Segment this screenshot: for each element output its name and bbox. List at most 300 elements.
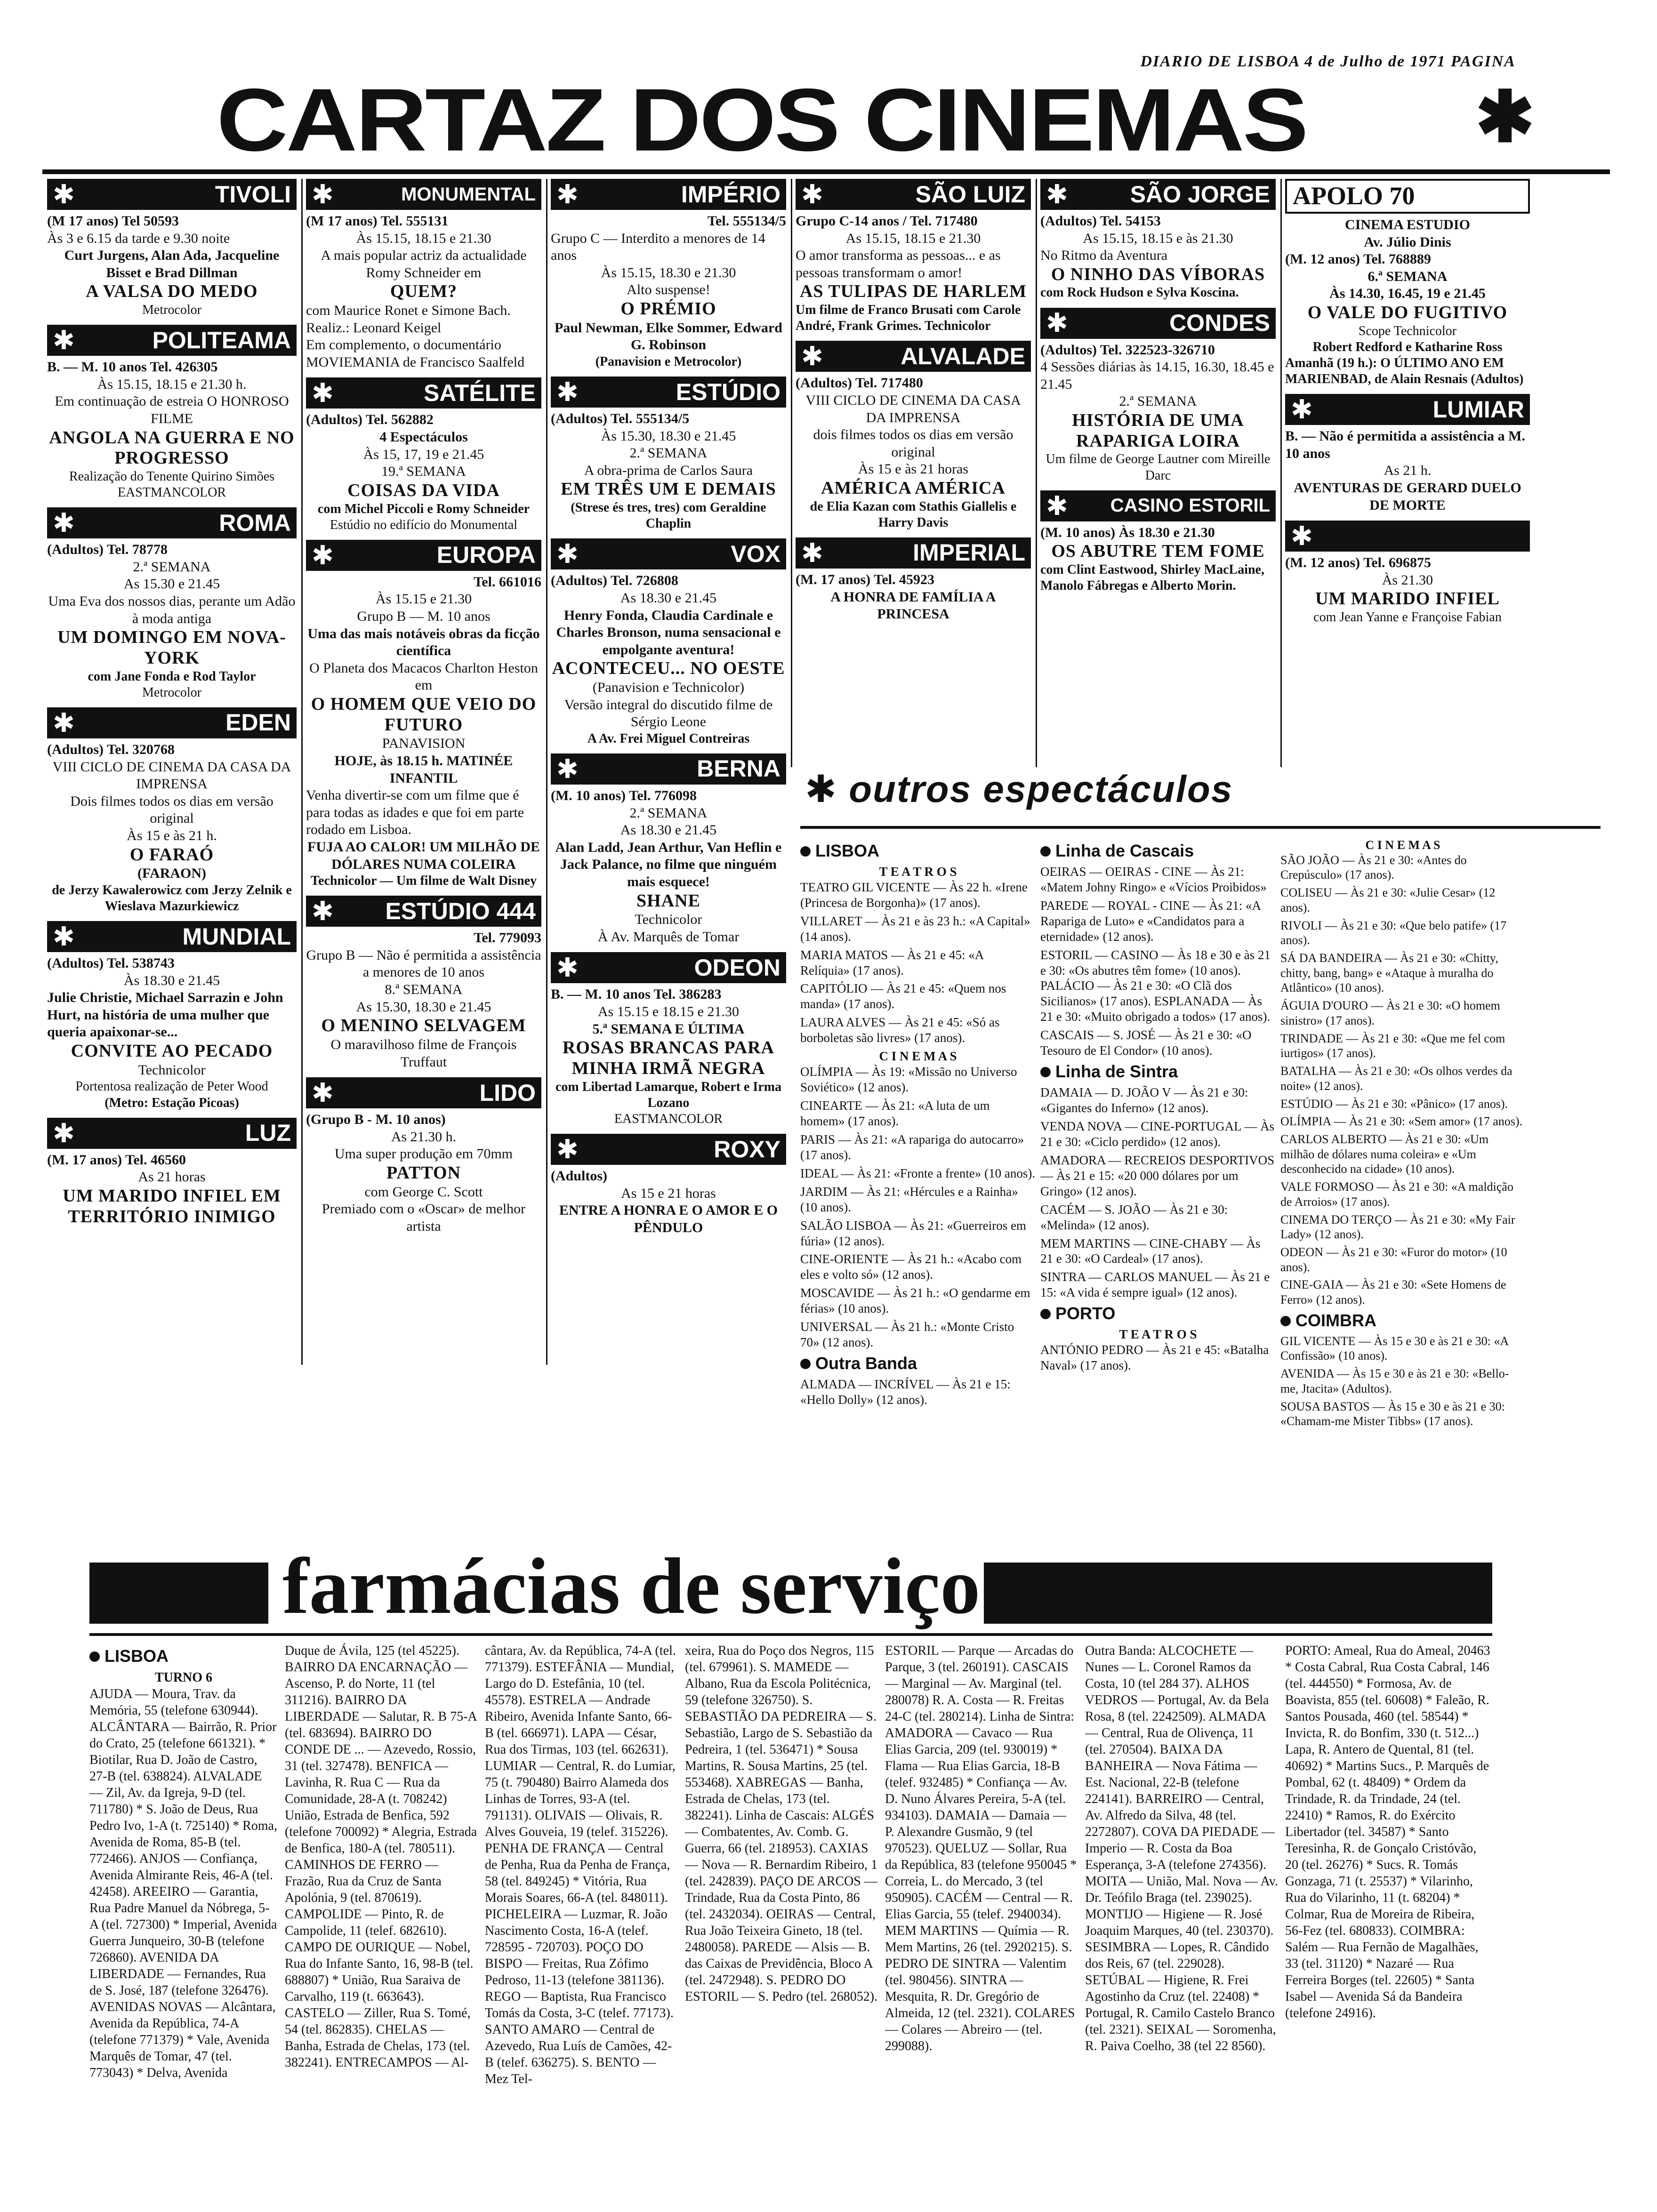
film-title: ROSAS BRANCAS PARA MINHA IRMÃ NEGRA [562, 1038, 775, 1078]
cinema-info: Às 15.15, 18.30 e 21.30 [601, 264, 736, 281]
cinema-header [1040, 490, 1276, 521]
asterisk-icon: ✱ [53, 921, 75, 951]
cinema-info: 4 Sessões diárias às 14.15, 16.30, 18.45 e 21.45 [1040, 359, 1274, 392]
cinema-info: (M. 17 anos) Tel. 45923 [796, 571, 935, 587]
cinema-roma [47, 507, 297, 701]
list-item: CASCAIS — S. JOSÉ — Às 21 e 30: «O Tesouro de El Condor» (10 anos). [1040, 1028, 1252, 1058]
asterisk-icon: ✱ [556, 753, 579, 784]
film-title: SHANE [636, 890, 700, 911]
cinema-info: Às 21.30 [1382, 572, 1433, 588]
cinemas-list [800, 1064, 1036, 1350]
farmacias-text: Outra Banda: ALCOCHETE — Nunes — L. Coronel Ramos da Costa, 10 (tel 284 37). ALHOS VEDROS — Portugal, Av. da Bela Rosa, 8 (tel. 2242509). ALMADA — Central, Rua de Olivença, 11 (tel. 270504). BAIXA DA BANHEIRA — Nova Fátima — Est. Nacional, 22-B (telefone 224141). BARREIRO — Central, Av. Alfredo da Silva, 48 (tel. 2272807). COVA DA PIEDADE — Imperio — R. Costa da Boa Esperança, 3-A (telefone 274356). MOITA — União, Mal. Nova — Av. Dr. Teófilo Braga (tel. 239025). MONTIJO — Higiene — R. José Joaquim Marques, 40 (tel. 230370). SESIMBRA — Lopes, R. Cândido dos Reis, 67 (tel. 229028). SETÚBAL — Higiene, R. Frei Agostinho da Cruz (tel. 22408) * Portugal, R. Camilo Castelo Branco (tel. 2321). SEIXAL — Soromenha, R. Paiva Coelho, 38 (tel 22 8560). [1085, 1643, 1278, 2053]
column-rule [546, 179, 547, 1365]
cinema-header [1285, 521, 1530, 552]
cinema-info: O maravilhoso filme de François Truffaut [330, 1036, 517, 1070]
cinema-mundial [47, 921, 297, 1111]
farmacias-text: ESTORIL — Parque — Arcadas do Parque, 3 (tel. 260191). CASCAIS — Marginal — Av. Marginal (tel. 280078) R. A. Costa — R. Freitas 24-C (tel. 280214). Linha de Sintra: AMADORA — Cavaco — Rua Elias Garcia, 209 (tel. 930019) * Flama — Rua Elias Garcia, 18-B (telef. 932485) * Confiança — Av. D. Nuno Álvares Pereira, 5-A (tel. 934103). DAMAIA — Damaia — P. Alexandre Gusmão, 9 (tel 970523). QUELUZ — Sollar, Rua da República, 83 (telefone 950045 * Correia, L. do Mercado, 3 (tel 950905). CACÉM — Central — R. Elias Garcia, 55 (telef. 2940034). MEM MARTINS — Químia — R. Mem Martins, 26 (tel. 2920215). S. PEDRO DE SINTRA — Valentim (tel. 980456). SINTRA — Mesquita, R. Dr. Gregório de Almeida, 12 (tel. 2321). COLARES — Colares — Abreiro — (tel. 299088). [885, 1643, 1077, 2053]
list-item: SÃO JOÃO — Às 21 e 30: «Antes do Crepúsculo» (17 anos). [1280, 853, 1467, 882]
cinema-info: À Av. Marquês de Tomar [597, 929, 740, 945]
cinema-roxy [551, 1134, 786, 1236]
list-item: JARDIM — Às 21: «Hércules e a Rainha» (10 anos). [800, 1184, 1018, 1214]
cinema-lumiar [1285, 394, 1530, 514]
sintra-list [1040, 1085, 1276, 1300]
cinema-name: BERNA [697, 755, 780, 782]
cinema-info: Uma das mais notáveis obras da ficção científica [307, 625, 540, 659]
cinema-cast: Um filme de George Lautner com Mireille Darc [1046, 452, 1271, 483]
cinema-name: LUZ [245, 1120, 291, 1146]
cinema-name: IMPÉRIO [681, 181, 780, 208]
cinema-header [1285, 179, 1530, 214]
cinema-cast: com Michel Piccoli e Romy Schneider [317, 501, 530, 516]
asterisk-icon: ✱ [1291, 521, 1313, 551]
cinema-column-5 [1040, 179, 1276, 762]
cinema-info: Às 15.15 e 21.30 [375, 591, 472, 607]
cinema-info: Grupo B — Não é permitida a assistência a menores de 10 anos [306, 947, 541, 980]
cinema-cast: com George C. Scott [364, 1184, 483, 1200]
cinema-saoluiz [796, 179, 1031, 334]
farmacias-text: Duque de Ávila, 125 (tel 45225). BAIRRO DA ENCARNAÇÃO — Ascenso, P. do Norte, 11 (tel 311216). BAIRRO DA LIBERDADE — Salutar, R. B 75-A (tel. 683694). BAIRRO DO CONDE DE ... — Azevedo, Rossio, 31 (tel. 327478). BENFICA — Lavinha, R. Rua C — Rua da Comunidade, 28-A (t. 708242) União, Estrada de Benfica, 592 (telefone 700092) * Alegria, Estrada de Benfica, 180-A (tel. 780511). CAMINHOS DE FERRO — Frazão, Rua da Cruz de Santa Apolónia, 9 (tel. 870619). CAMPOLIDE — Pinto, R. de Campolide, 11 (telef. 682610). CAMPO DE OURIQUE — Nobel, Rua do Infante Santo, 16, 98-B (tel. 688807) * União, Rua Saraiva de Carvalho, 119 (t. 663643). CASTELO — Ziller, Rua S. Tomé, 54 (tel. 862835). CHELAS — Banha, Estrada de Chelas, 173 (tel. 382241). ENTRECAMPOS — Al- [285, 1643, 477, 2070]
cinema-header [47, 1118, 297, 1149]
cinema-info: Às 18.30 e 21.45 [123, 972, 220, 988]
cinema-header [1285, 394, 1530, 425]
cinema-name: EUROPA [436, 542, 536, 569]
cinema-info: 19.ª SEMANA [381, 464, 466, 480]
cinema-cast: com Libertad Lamarque, Robert e Irma Lozano [555, 1079, 782, 1110]
cinema-info: Tel. 661016 [474, 574, 541, 590]
film-title: AMÉRICA AMÉRICA [821, 478, 1005, 498]
film-title: AVENTURAS DE GERARD DUELO DE MORTE [1294, 480, 1521, 513]
asterisk-icon: ✱ [801, 341, 823, 371]
farmacias-title: farmácias de serviço [282, 1542, 981, 1630]
cinema-header [551, 377, 786, 408]
list-item: BATALHA — Às 21 e 30: «Os olhos verdes da noite» (12 anos). [1280, 1064, 1512, 1093]
column-rule [1036, 179, 1037, 767]
cinema-saojorge [1040, 179, 1276, 301]
teatros-list [800, 880, 1036, 1046]
cinema-info: Estúdio no edifício do Monumental [330, 517, 518, 532]
cinema-info: As 15.15, 18.15 e às 21.30 [1083, 230, 1233, 246]
cinema-info: O Planeta dos Macacos Charlton Heston em [309, 660, 538, 693]
film-title: ENTRE A HONRA E O AMOR E O PÊNDULO [559, 1202, 778, 1235]
list-item: OLÍMPIA — Às 19: «Missão no Universo Soviético» (12 anos). [800, 1065, 1017, 1095]
cinema-info: Alto suspense! [627, 282, 710, 298]
cinema-name: SÃO LUIZ [915, 181, 1025, 208]
cinema-info: (Adultos) Tel. 54153 [1040, 213, 1161, 229]
cinema-vox [551, 538, 786, 747]
cinema-name: TIVOLI [215, 181, 291, 208]
list-item: CARLOS ALBERTO — Às 21 e 30: «Um milhão de dólares numa coleira» e «Um desconhecido na cidade» (10 anos). [1280, 1132, 1489, 1176]
asterisk-icon: ✱ [556, 179, 579, 209]
cinema-name: POLITEAMA [152, 327, 291, 353]
cinema-header [306, 1077, 541, 1108]
cinema-cast: Robert Redford e Katharine Ross [1312, 339, 1503, 354]
cinema-info: Premiado com o «Oscar» de melhor artista [322, 1201, 526, 1234]
list-item: TEATRO GIL VICENTE — Às 22 h. «Irene (Princesa de Borgonha)» (17 anos). [800, 880, 1028, 910]
cinema-name: ALVALADE [901, 343, 1025, 369]
cinema-info: Em continuação de estreia O HONROSO FILME [55, 393, 289, 426]
cinema-header [47, 507, 297, 538]
cinema-info: As 15.30 e 21.45 [123, 576, 220, 592]
list-item: LAURA ALVES — Às 21 e 45: «Só as borboletas são livres» (17 anos). [800, 1015, 1000, 1045]
cinema-info: (M. 17 anos) Tel. 46560 [47, 1152, 186, 1168]
film-title: FUJA AO CALOR! UM MILHÃO DE DÓLARES NUMA COLEIRA [307, 839, 540, 872]
film-title: CONVITE AO PECADO [71, 1041, 273, 1061]
asterisk-icon: ✱ [312, 179, 334, 209]
list-item: MARIA MATOS — Às 21 e 45: «A Relíquia» (17 anos). [800, 947, 983, 978]
cinema-name: ROXY [714, 1136, 780, 1162]
cinema-info: Versão integral do discutido filme de Sérgio Leone [564, 697, 773, 730]
cinema-info: Realização do Tenente Quirino Simões [69, 469, 275, 484]
cinema-name: EDEN [225, 709, 291, 736]
cinema-name: MUNDIAL [182, 923, 291, 950]
cinema-info: 2.ª SEMANA [133, 559, 211, 575]
farmacias-text: xeira, Rua do Poço dos Negros, 115 (tel. 679961). S. MAMEDE — Albano, Rua da Escola Politécnica, 59 (telefone 326750). S. SEBASTIÃO DA PEDREIRA — S. Sebastião, Largo de S. Sebastião da Pedreira, 1 (tel. 536471) * Sousa Martins, R. Sousa Martins, 25 (tel. 553468). XABREGAS — Banha, Estrada de Chelas, 173 (tel. 382241). Linha de Cascais: ALGÉS — Combatentes, Av. Comb. G. Guerra, 66 (tel. 218953). CAXIAS — Nova — R. Bernardim Ribeiro, 1 (tel. 242839). PAÇO DE ARCOS — Trindade, Rua da Costa Pinto, 86 (tel. 2432034). OEIRAS — Central, Rua João Teixeira Gineto, 18 (tel. 2480058). PAREDE — Alsis — B. das Caixas de Previdência, Bloco A (tel. 2472948). S. PEDRO DO ESTORIL — S. Pedro (tel. 268052). [685, 1643, 878, 2004]
cinema-info: (M. 12 anos) Tel. 768889 [1285, 251, 1432, 267]
cinema-info: (Adultos) Tel. 555134/5 [551, 411, 690, 426]
cinema-info: (M 17 anos) Tel 50593 [47, 213, 179, 229]
section-heading: LISBOA [800, 841, 1036, 861]
cinema-header [796, 179, 1031, 210]
cinema-info: (Adultos) Tel. 726808 [551, 573, 678, 589]
cinema-header [1040, 308, 1276, 339]
cinema-info: HOJE, às 18.15 h. MATINÉE INFANTIL [334, 753, 513, 786]
cinema-info: As 15.30, 18.30 e 21.45 [356, 999, 491, 1015]
cinema-header [1040, 179, 1276, 210]
list-item: ESTÚDIO — Às 21 e 30: «Pânico» (17 anos). [1280, 1097, 1508, 1111]
cinema-info: Às 14.30, 16.45, 19 e 21.45 [1329, 286, 1486, 302]
cinema-name: CONDES [1169, 310, 1270, 337]
film-title: O PRÉMIO [620, 298, 716, 319]
cinema-imperio [551, 179, 786, 370]
subsection-heading: C I N E M A S [1365, 838, 1440, 852]
list-item: CINE-ORIENTE — Às 21 h.: «Acabo com eles e volto só» (12 anos). [800, 1252, 1022, 1282]
farmacias-text: AJUDA — Moura, Trav. da Memória, 55 (telefone 630944). ALCÂNTARA — Bairrão, R. Prior do Crato, 25 (telefone 661321). * Biotilar, Rua D. João de Castro, 27-B (tel. 638824). ALVALADE — Zil, Av. da Igreja, 9-D (tel. 711780) * S. João de Deus, Rua Pedro Ivo, 1-A (t. 725140) * Roma, Avenida de Roma, 85-B (tel. 772466). ANJOS — Confiança, Avenida Almirante Reis, 46-A (tel. 42458). AREEIRO — Garantia, Rua Padre Manuel da Nóbrega, 5-A (tel. 727300) * Imperial, Avenida Guerra Junqueiro, 30-B (telefone 726860). AVENIDA DA LIBERDADE — Fernandes, Rua de S. José, 187 (telefone 326476). AVENIDAS NOVAS — Alcântara, Avenida da República, 74-A (telefone 771379) * Vale, Avenida Marquês de Tomar, 47 (tel. 773043) * Delva, Avenida [89, 1687, 277, 2080]
asterisk-icon: ✱ [801, 537, 823, 568]
cinema-column-6 [1285, 179, 1530, 762]
cinema-cast: Paul Newman, Elke Sommer, Edward G. Robinson [555, 320, 782, 353]
film-title: OS ABUTRE TEM FOME [1051, 541, 1265, 561]
list-item: UNIVERSAL — Às 21 h.: «Monte Cristo 70» (12 anos). [800, 1320, 1014, 1350]
cinema-info: (Panavision e Metrocolor) [595, 354, 742, 369]
subsection-heading: T E A T R O S [1119, 1327, 1197, 1342]
film-title: UM DOMINGO EM NOVA-YORK [57, 627, 286, 668]
cinema-name: SÃO JORGE [1130, 181, 1270, 208]
cinema-cast: com Clint Eastwood, Shirley MacLaine, Manolo Fábregas e Alberto Morin. [1040, 562, 1264, 593]
cinema-header [551, 1134, 786, 1165]
list-item: AMADORA — RECREIOS DESPORTIVOS — Às 21 e 15: «20 000 dólares por um Gringo» (12 anos). [1040, 1153, 1275, 1198]
asterisk-icon: ✱ [53, 707, 75, 737]
porto-cinemas-list [1280, 853, 1525, 1307]
page-title: CARTAZ DOS CINEMAS [217, 70, 1307, 170]
cinema-column-4 [796, 179, 1031, 762]
list-item: SINTRA — CARLOS MANUEL — Às 21 e 15: «A vida é sempre igual» (12 anos). [1040, 1270, 1270, 1300]
asterisk-icon: ✱ [312, 1077, 334, 1107]
list-item: AVENIDA — Às 15 e 30 e às 21 e 30: «Bello-me, Jtacita» (Adultos). [1280, 1367, 1509, 1395]
outros-title: ✱ outros espectáculos [805, 768, 1233, 810]
cinema-cast: (Strese és tres, tres) com Geraldine Chaplin [571, 500, 766, 531]
farmacias-text: PORTO: Ameal, Rua do Ameal, 20463 * Costa Cabral, Rua Costa Cabral, 146 (tel. 444550) * Formosa, Av. de Boavista, 855 (tel. 60608) * Faleão, R. Santos Pousada, 460 (tel. 58544) * Invicta, R. do Bonfim, 330 (t. 512...) Lapa, R. Antero de Quental, 81 (tel. 40692) * Martins Sucs., P. Marquês de Pombal, 62 (t. 48409) * Ordem da Trindade, R. da Trindade, 24 (tel. 22410) * Ramos, R. do Exército Libertador (tel. 34587) * Santo Teresinha, R. de Gonçalo Cristóvão, 20 (tel. 26276) * Sucs. R. Tomás Gonzaga, 71 (t. 25537) * Vilarinho, Rua do Vilarinho, 11 (t. 68204) * Colmar, Rua de Moreira de Ribeira, 56-Fez (tel. 680833). COIMBRA: Salém — Rua Fernão de Magalhães, 33 (tel. 31120) * Nazaré — Rua Ferreira Borges (tel. 22605) * Santa Isabel — Avenida Sá da Bandeira (telefone 24916). [1285, 1643, 1490, 2020]
film-title: O VALE DO FUGITIVO [1307, 302, 1508, 322]
outros-title-text: outros espectáculos [849, 768, 1233, 810]
cinema-info: Metrocolor [142, 685, 201, 700]
cinema-column-3 [551, 179, 786, 1365]
cinema-info: A obra-prima de Carlos Saura [584, 462, 753, 478]
cinema-tivoli [47, 179, 297, 318]
cinema-name: LUMIAR [1432, 396, 1524, 423]
cinema-cast: Curt Jurgens, Alan Ada, Jacqueline Bisset e Brad Dillman [64, 248, 280, 281]
list-item: PAREDE — ROYAL - CINE — Às 21: «A Rapariga de Luto» e «Candidatos para a eternidade» (12 anos). [1040, 898, 1261, 944]
list-item: MEM MARTINS — CINE-CHABY — Às 21 e 30: «O Cardeal» (17 anos). [1040, 1236, 1261, 1266]
cinema-info: 2.ª SEMANA [629, 805, 708, 821]
cinema-info: Amanhã (19 h.): O ÚLTIMO ANO EM MARIENBAD, de Alain Resnais (Adultos) [1285, 355, 1524, 387]
cinema-header [47, 179, 297, 210]
farmacias-column-3 [485, 1643, 678, 2198]
cinema-header [796, 341, 1031, 372]
cinema-info: Às 3 e 6.15 da tarde e 9.30 noite [47, 230, 230, 246]
cinema-monumental [306, 179, 541, 371]
list-item: RIVOLI — Às 21 e 30: «Que belo patife» (17 anos). [1280, 918, 1507, 947]
asterisk-icon: ✱ [53, 325, 75, 355]
cinema-info: 5.ª SEMANA E ÚLTIMA [592, 1021, 745, 1037]
cinema-name: LIDO [479, 1079, 536, 1106]
cinema-info: (Adultos) Tel. 538743 [47, 955, 175, 971]
farmacias-column-4 [685, 1643, 878, 2198]
cinema-cast: com Jean Yanne e Françoise Fabian [1313, 610, 1502, 625]
list-item: CINEMA DO TERÇO — Às 21 e 30: «My Fair Lady» (12 anos). [1280, 1212, 1515, 1242]
cinema-name: ROMA [219, 509, 291, 536]
cinema-info: (Adultos) Tel. 320768 [47, 741, 175, 757]
farmacias-rule [89, 1633, 1492, 1636]
cinema-info: (Adultos) Tel. 562882 [306, 412, 434, 428]
list-item: SOUSA BASTOS — Às 15 e 30 e às 21 e 30: «Chamam-me Mister Tibbs» (17 anos). [1280, 1399, 1505, 1428]
list-item: IDEAL — Às 21: «Fronte a frente» (10 anos). [800, 1166, 1036, 1180]
list-item: VILLARET — Às 21 e às 23 h.: «A Capital» (14 anos). [800, 914, 1030, 944]
cinema-politeama [47, 325, 297, 501]
cinema-name: IMPERIAL [913, 539, 1025, 566]
column-rule [301, 179, 303, 1365]
list-item: COLISEU — Às 21 e 30: «Julie Cesar» (12 anos). [1280, 886, 1496, 914]
asterisk-icon: ✱ [53, 179, 75, 209]
list-item: VENDA NOVA — CINE-PORTUGAL — Às 21 e 30: «Ciclo perdido» (12 anos). [1040, 1119, 1275, 1149]
film-title: A HONRA DE FAMÍLIA A PRINCESA [830, 589, 996, 622]
cinema-header [306, 179, 541, 210]
cinema-info: Às 15 e às 21 horas [858, 461, 969, 477]
cinema-info: Technicolor — Um filme de Walt Disney [310, 874, 537, 889]
cinema-name: APOLO 70 [1293, 182, 1415, 210]
film-title: PATTON [386, 1162, 461, 1183]
section-heading: PORTO [1040, 1303, 1276, 1324]
asterisk-icon: ✱ [801, 179, 823, 209]
cinema-info: dois filmes todos os dias em versão original [813, 427, 1014, 460]
cinema-info: As 15.15, 18.15 e 21.30 [845, 230, 981, 246]
cinema-info: B. — Não é permitida a assistência a M. 10 anos [1285, 428, 1525, 461]
film-title: UM MARIDO INFIEL EM TERRITÓRIO INIMIGO [63, 1186, 281, 1226]
cinema-info: As 21 horas [138, 1169, 206, 1185]
cinema-cast: Julie Christie, Michael Sarrazin e John Hurt, na história de uma mulher que queria apaixonar-se... [47, 990, 283, 1040]
list-item: CACÉM — S. JOÃO — Às 21 e 30: «Melinda» (12 anos). [1040, 1202, 1228, 1232]
masthead: DIARIO DE LISBOA 4 de Julho de 1971 PAGINA [1140, 53, 1516, 70]
cinema-lido [306, 1077, 541, 1235]
list-item: DAMAIA — D. JOÃO V — Às 21 e 30: «Gigantes do Inferno» (12 anos). [1040, 1085, 1248, 1115]
film-title: O FARAÓ [129, 844, 214, 865]
cinema-cast: com Rock Hudson e Sylva Koscina. [1040, 285, 1239, 300]
cinema-estudio [551, 377, 786, 532]
list-item: ODEON — Às 21 e 30: «Furor do motor» (10 anos). [1280, 1245, 1507, 1274]
list-item: SÁ DA BANDEIRA — Às 21 e 30: «Chitty, chitty, bang, bang» e «Ataque à muralha do Atlântico» (10 anos). [1280, 951, 1498, 995]
cinema-info: (Panavision e Technicolor) [592, 680, 745, 696]
farmacias-column-2 [285, 1643, 478, 2198]
film-title: O HOMEM QUE VEIO DO FUTURO [311, 694, 537, 735]
cinema-name: ESTÚDIO [676, 378, 780, 405]
asterisk-icon: ✱ [1291, 394, 1313, 425]
cinema-info: (Adultos) Tel. 322523-326710 [1040, 342, 1215, 358]
list-item: ÁGUIA D'OURO — Às 21 e 30: «O homem sinistro» (17 anos). [1280, 999, 1500, 1027]
cinema-info: Scope Technicolor [1358, 323, 1457, 338]
cinema-header [47, 921, 297, 952]
cinema-header [551, 952, 786, 983]
list-item: ESTORIL — CASINO — Às 18 e 30 e às 21 e 30: «Os abutres têm fome» (10 anos). PALÁCIO — Às 21 e 30: «O Clã dos Sicilianos» (17 anos). ESPLANADA — Às 21 e 30: «Muito obrigado a todos» (17 anos). [1040, 947, 1271, 1024]
asterisk-icon: ✱ [1046, 308, 1068, 338]
film-title: A VALSA DO MEDO [86, 281, 258, 302]
cinema-info: 2.ª SEMANA [1119, 393, 1197, 409]
cinema-info: As 18.30 e 21.45 [620, 822, 717, 838]
cinema-apolo70 [1285, 179, 1530, 387]
asterisk-icon: ✱ [556, 377, 579, 407]
cinema-info: As 15.15 e 18.15 e 21.30 [598, 1004, 739, 1019]
farmacias-column-1 [89, 1643, 278, 2198]
cinema-info: B. — M. 10 anos Tel. 386283 [551, 986, 722, 1002]
cinema-info: Technicolor [138, 1062, 206, 1078]
cinema-name: CASINO ESTORIL [1110, 495, 1270, 516]
cinema-info: (Adultos) [551, 1168, 608, 1184]
list-item: OEIRAS — OEIRAS - CINE — Às 21: «Matem Johny Ringo» e «Vícios Proibidos» [1040, 864, 1267, 894]
list-item: CAPITÓLIO — Às 21 e 45: «Quem nos manda» (17 anos). [800, 981, 1006, 1011]
cinema-info: Tel. 555134/5 [707, 213, 786, 229]
asterisk-icon: ✱ [1046, 490, 1068, 521]
column-rule [1280, 179, 1282, 767]
cinema-name: ESTÚDIO 444 [385, 898, 536, 924]
asterisk-icon: ✱ [53, 1118, 75, 1148]
cinema-info: A mais popular actriz da actualidade Romy Schneider em [321, 248, 527, 281]
cinema-info: As 15 e 21 horas [621, 1185, 716, 1201]
cinema-info: VIII CICLO DE CINEMA DA CASA DA IMPRENSA [805, 392, 1021, 425]
cinema-header [796, 537, 1031, 569]
title-star-icon: ✱ [1475, 79, 1535, 157]
cinema-info: CINEMA ESTUDIO [1345, 217, 1470, 232]
list-item: CINE-GAIA — Às 21 e 30: «Sete Homens de Ferro» (12 anos). [1280, 1278, 1506, 1307]
cinema-info: Metrocolor [142, 303, 201, 318]
cinema-info: Av. Júlio Dinis [1364, 234, 1451, 250]
section-heading: COIMBRA [1280, 1310, 1525, 1331]
film-title: O NINHO DAS VÍBORAS [1051, 264, 1265, 284]
film-title: COISAS DA VIDA [347, 480, 500, 500]
cinema-info: Technicolor [635, 912, 702, 928]
cinema-info: Uma Eva dos nossos dias, perante um Adão à moda antiga [48, 593, 296, 626]
cinema-info: EASTMANCOLOR [117, 485, 226, 500]
cinema-odeon [551, 952, 786, 1127]
film-title: HISTÓRIA DE UMA RAPARIGA LOIRA [1072, 410, 1244, 451]
cinema-info: Tel. 779093 [474, 930, 541, 946]
cinema-cast: Henry Fonda, Claudia Cardinale e Charles Bronson, numa sensacional e empolgante aventura! [556, 607, 781, 657]
cinema-cast: com Jane Fonda e Rod Taylor [88, 669, 256, 684]
asterisk-icon: ✱ [556, 1134, 579, 1164]
list-item: GIL VICENTE — Às 15 e 30 e às 21 e 30: «A Confissão» (10 anos). [1280, 1334, 1508, 1363]
cinema-name: ODEON [694, 954, 780, 981]
cinema-info: 4 Espectáculos [379, 429, 468, 445]
cinema-info: EASTMANCOLOR [614, 1111, 723, 1126]
turno-label: TURNO 6 [154, 1670, 213, 1685]
cinema-info: As 18.30 e 21.45 [620, 590, 717, 606]
cinema-cast: Um filme de Franco Brusati com Carole André, Frank Grimes. Technicolor [796, 303, 1021, 334]
farmacias-column-7 [1285, 1643, 1492, 2198]
cinema-info: Grupo B — M. 10 anos [357, 609, 491, 624]
film-title: QUEM? [390, 281, 458, 302]
asterisk-icon: ✱ [312, 896, 334, 926]
cinema-header [306, 896, 541, 927]
farmacias-bar [89, 1563, 268, 1624]
outros-rule [800, 826, 1601, 829]
section-heading: LISBOA [89, 1645, 278, 1667]
outros-column-3 [1280, 838, 1525, 1515]
cinema-info: Uma super produção em 70mm [334, 1146, 513, 1162]
title-rule [42, 169, 1610, 174]
cinema-info: 2.ª SEMANA [629, 445, 708, 461]
section-heading: Linha de Cascais [1040, 841, 1276, 861]
list-item: ALMADA — INCRÍVEL — Às 21 e 15: «Hello Dolly» (12 anos). [800, 1377, 1011, 1407]
cinema-info: Às 15.15, 18.15 e 21.30 [356, 230, 491, 246]
cascais-list [1040, 864, 1276, 1058]
cinema-info: 8.ª SEMANA [385, 982, 463, 998]
cinema-info: (Grupo B - M. 10 anos) [306, 1112, 446, 1128]
cinema-cast: Alan Ladd, Jean Arthur, Van Heflin e Jack Palance, no filme que ninguém mais esquece! [555, 839, 782, 890]
cinema-info: Às 15.30, 18.30 e 21.45 [601, 428, 736, 444]
film-title: O MENINO SELVAGEM [321, 1016, 526, 1036]
farmacias-column-5 [885, 1643, 1078, 2198]
cinema-info: Grupo C — Interdito a menores de 14 anos [551, 230, 765, 264]
cinema-berna [551, 753, 786, 946]
cinema-header [47, 707, 297, 738]
cinema-info: Às 15, 17, 19 e 21.45 [363, 446, 484, 462]
list-item: ANTÓNIO PEDRO — Às 21 e 45: «Batalha Naval» (17 anos). [1040, 1343, 1269, 1373]
cinema-info: (Metro: Estação Picoas) [105, 1095, 239, 1110]
film-title: ANGOLA NA GUERRA E NO PROGRESSO [49, 427, 295, 468]
film-title: AS TULIPAS DE HARLEM [799, 281, 1027, 302]
cinema-header [306, 377, 541, 409]
cinema-europa [306, 540, 541, 889]
cinema-column-2 [306, 179, 541, 1365]
cinema-column-1 [47, 179, 297, 1365]
cinema-imperial [796, 537, 1031, 623]
cinema-info: Às 15.15, 18.15 e 21.30 h. [97, 376, 247, 392]
cinema-casino-estoril [1040, 490, 1276, 594]
cinema-info: 6.ª SEMANA [1367, 268, 1448, 284]
cinema-estudio444 [306, 896, 541, 1071]
asterisk-icon: ✱ [1046, 179, 1068, 209]
cinema-info: VIII CICLO DE CINEMA DA CASA DA IMPRENSA [52, 759, 291, 792]
farmacias-column-6 [1085, 1643, 1278, 2198]
cinema-info: (Adultos) Tel. 717480 [796, 375, 923, 391]
cinema-info: (M 17 anos) Tel. 555131 [306, 213, 449, 229]
asterisk-icon: ✱ [53, 508, 75, 538]
subsection-heading: T E A T R O S [879, 864, 957, 879]
list-item: CINEARTE — Às 21: «A luta de um homem» (17 anos). [800, 1098, 990, 1128]
cinema-info: Em complemento, o documentário MOVIEMANIA de Francisco Saalfeld [306, 337, 525, 370]
cinema-cast: de Elia Kazan com Stathis Giallelis e Harry Davis [810, 499, 1017, 530]
cinema-name: VOX [731, 540, 780, 567]
outra-banda-list [800, 1377, 1036, 1408]
cinema-info: A Av. Frei Miguel Contreiras [587, 731, 750, 746]
film-title: EM TRÊS UM E DEMAIS [561, 479, 776, 499]
